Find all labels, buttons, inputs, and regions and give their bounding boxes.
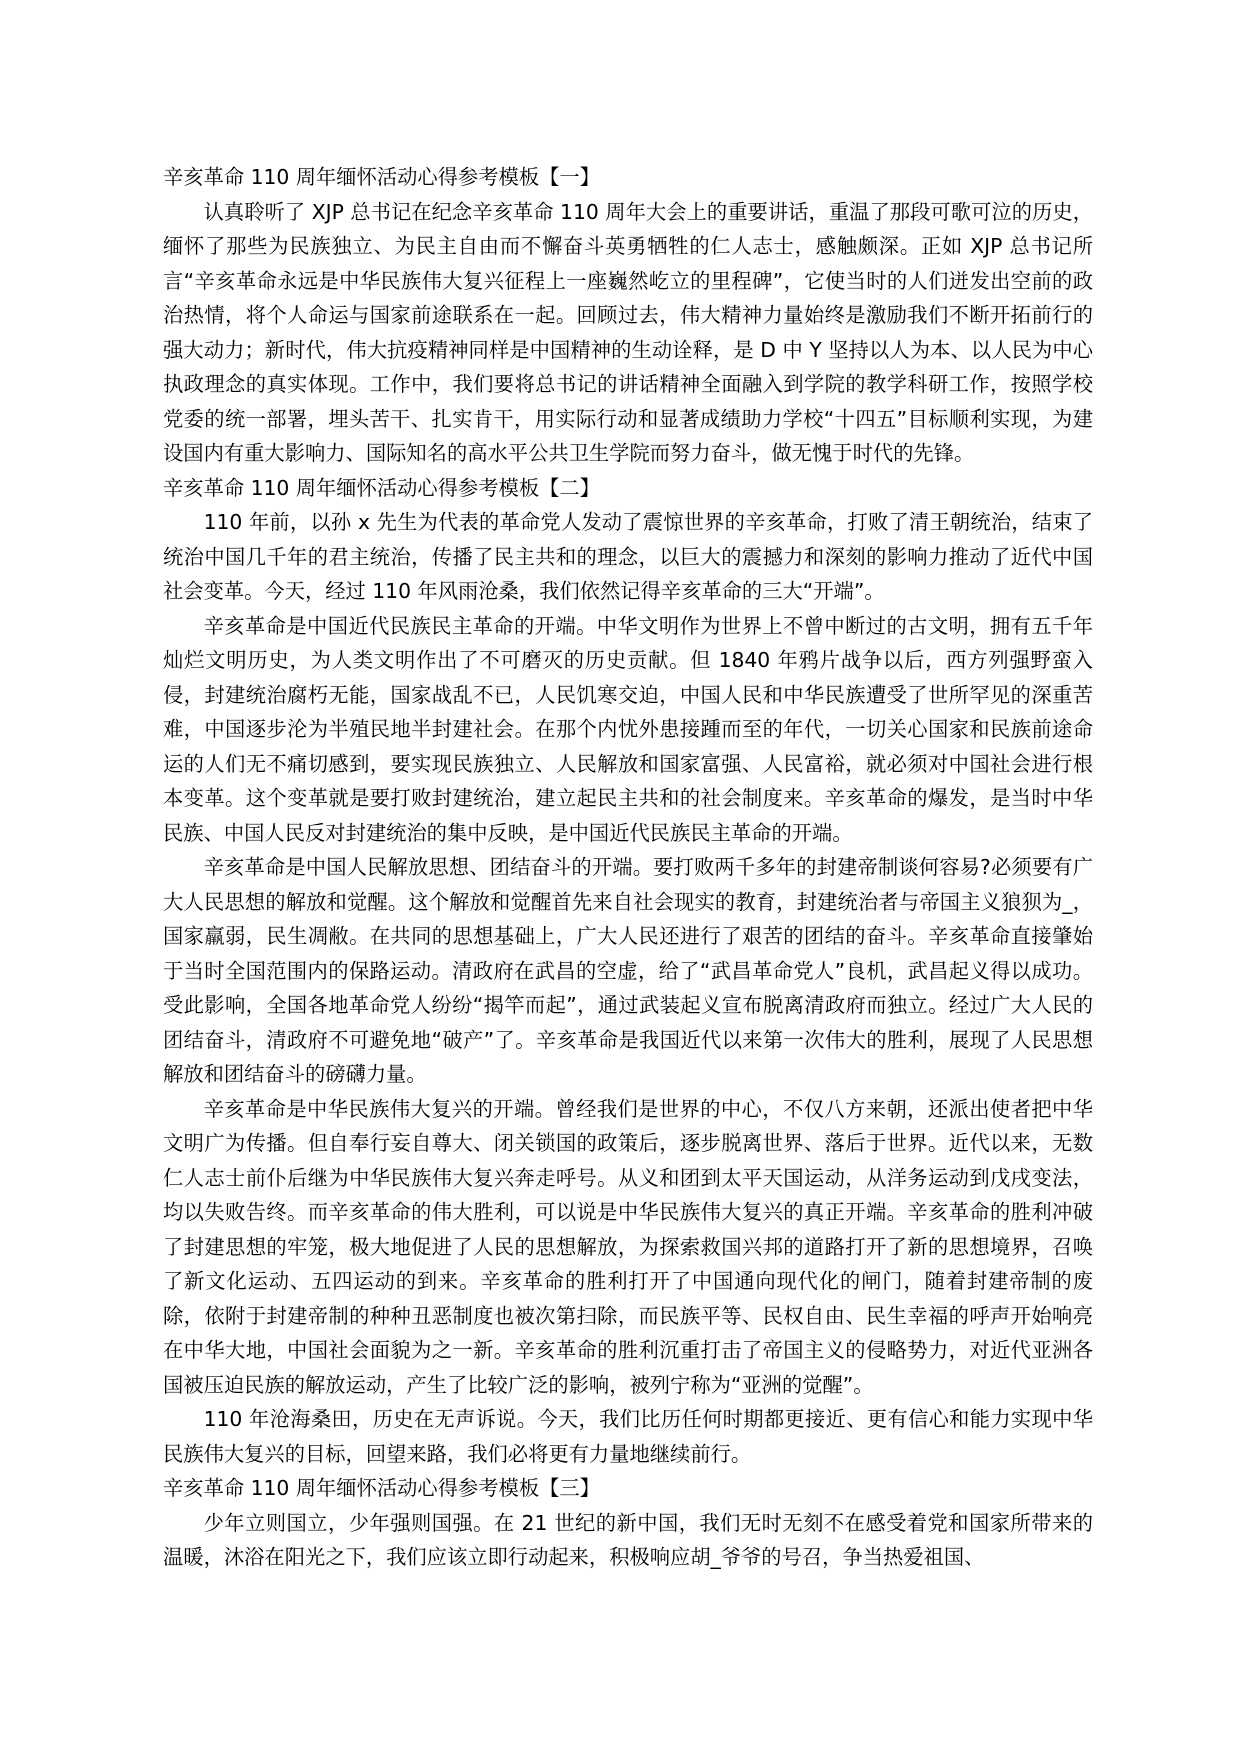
- paragraph: 辛亥革命是中国人民解放思想、团结奋斗的开端。要打败两千多年的封建帝制谈何容易?必须要有广大人民思想的解放和觉醒。这个解放和觉醒首先来自社会现实的教育，封建统治者与帝国主义狼狈为_，国家羸弱，民生凋敝。在共同的思想基础上，广大人民还进行了艰苦的团结的奋斗。辛亥革命直接肇始于当时全国范围内的保路运动。清政府在武昌的空虚，给了“武昌革命党人”良机，武昌起义得以成功。受此影响，全国各地革命党人纷纷“揭竿而起”，通过武装起义宣布脱离清政府而独立。经过广大人民的团结奋斗，清政府不可避免地“破产”了。辛亥革命是我国近代以来第一次伟大的胜利，展现了人民思想解放和团结奋斗的磅礴力量。: [163, 855, 1093, 1086]
- paragraph: 少年立则国立，少年强则国强。在 21 世纪的新中国，我们无时无刻不在感受着党和国家所带来的温暖，沐浴在阳光之下，我们应该立即行动起来，积极响应胡_爷爷的号召，争当热爱祖国、: [163, 1510, 1093, 1569]
- section-2: [163, 471, 1093, 1472]
- paragraph: 辛亥革命是中华民族伟大复兴的开端。曾经我们是世界的中心，不仅八方来朝，还派出使者把中华文明广为传播。但自奉行妄自尊大、闭关锁国的政策后，逐步脱离世界、落后于世界。近代以来，无数仁人志士前仆后继为中华民族伟大复兴奔走呼号。从义和团到太平天国运动，从洋务运动到戊戌变法，均以失败告终。而辛亥革命的伟大胜利，可以说是中华民族伟大复兴的真正开端。辛亥革命的胜利冲破了封建思想的牢笼，极大地促进了人民的思想解放，为探索救国兴邦的道路打开了新的思想境界，召唤了新文化运动、五四运动的到来。辛亥革命的胜利打开了中国通向现代化的闸门，随着封建帝制的废除，依附于封建帝制的种种丑恶制度也被次第扫除，而民族平等、民权自由、民生幸福的呼声开始响亮在中华大地，中国社会面貌为之一新。辛亥革命的胜利沉重打击了帝国主义的侵略势力，对近代亚洲各国被压迫民族的解放运动，产生了比较广泛的影响，被列宁称为“亚洲的觉醒”。: [163, 1096, 1093, 1397]
- paragraph: 辛亥革命是中国近代民族民主革命的开端。中华文明作为世界上不曾中断过的古文明，拥有五千年灿烂文明历史，为人类文明作出了不可磨灭的历史贡献。但 1840 年鸦片战争以后，西方列强野蛮入侵，封建统治腐朽无能，国家战乱不已，人民饥寒交迫，中国人民和中华民族遭受了世所罕见的深重苦难，中国逐步沦为半殖民地半封建社会。在那个内忧外患接踵而至的年代，一切关心国家和民族前途命运的人们无不痛切感到，要实现民族独立、人民解放和国家富强、人民富裕，就必须对中国社会进行根本变革。这个变革就是要打败封建统治，建立起民主共和的社会制度来。辛亥革命的爆发，是当时中华民族、中国人民反对封建统治的集中反映，是中国近代民族民主革命的开端。: [163, 613, 1093, 845]
- section-3: [163, 1471, 1093, 1575]
- paragraph: 110 年前，以孙 x 先生为代表的革命党人发动了震惊世界的辛亥革命，打败了清王朝统治，结束了统治中国几千年的君主统治，传播了民主共和的理念，以巨大的震撼力和深刻的影响力推动了近代中国社会变革。今天，经过 110 年风雨沧桑，我们依然记得辛亥革命的三大“开端”。: [163, 510, 1093, 603]
- section-heading: 辛亥革命 110 周年缅怀活动心得参考模板【一】: [163, 165, 600, 189]
- paragraph: 认真聆听了 XJP 总书记在纪念辛亥革命 110 周年大会上的重要讲话，重温了那段可歌可泣的历史，缅怀了那些为民族独立、为民主自由而不懈奋斗英勇牺牲的仁人志士，感触颇深。正如 XJP 总书记所言“辛亥革命永远是中华民族伟大复兴征程上一座巍然屹立的里程碑”，它使当时的人们迸发出空前的政治热情，将个人命运与国家前途联系在一起。回顾过去，伟大精神力量始终是激励我们不断开拓前行的强大动力；新时代，伟大抗疫精神同样是中国精神的生动诠释，是 D 中 Y 坚持以人为本、以人民为中心执政理念的真实体现。工作中，我们要将总书记的讲话精神全面融入到学院的教学科研工作，按照学校党委的统一部署，埋头苦干、扎实肯干，用实际行动和显著成绩助力学校“十四五”目标顺利实现，为建设国内有重大影响力、国际知名的高水平公共卫生学院而努力奋斗，做无愧于时代的先锋。: [163, 199, 1093, 465]
- section-1: [163, 160, 1093, 471]
- section-heading: 辛亥革命 110 周年缅怀活动心得参考模板【三】: [163, 1476, 600, 1500]
- document-page: [163, 160, 1093, 1575]
- paragraph: 110 年沧海桑田，历史在无声诉说。今天，我们比历任何时期都更接近、更有信心和能力实现中华民族伟大复兴的目标，回望来路，我们必将更有力量地继续前行。: [163, 1407, 1093, 1466]
- section-heading: 辛亥革命 110 周年缅怀活动心得参考模板【二】: [163, 475, 600, 500]
